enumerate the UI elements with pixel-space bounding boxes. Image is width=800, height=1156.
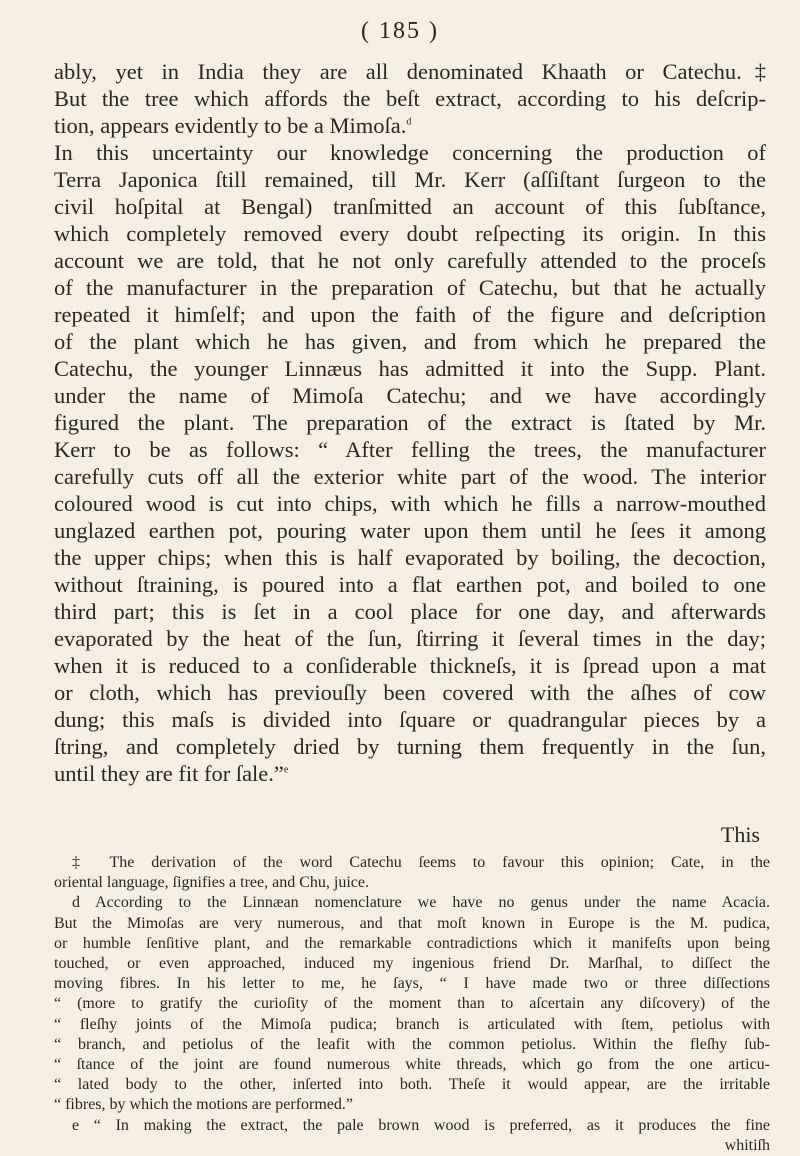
footnote-line: moving fibres. In his letter to me, he ſays, “ I have made two or three diſſections	[54, 975, 770, 993]
text-line	[54, 193, 766, 220]
footnote-ref-d: d	[406, 116, 412, 128]
line-text: coloured wood is cut into chips, with which he fills a narrow-mouthed	[54, 491, 766, 516]
line-text: tion, appears evidently to be a Mimoſa.	[54, 113, 407, 138]
line-text: But the tree which affords the beſt extract, according to his deſcrip-	[54, 86, 766, 111]
line-text: Catechu, the younger Linnæus has admitted it into the Supp. Plant.	[54, 356, 766, 381]
footnote-line: whitiſh	[724, 1136, 770, 1154]
line-text: Terra Japonica ſtill remained, till Mr. Kerr (aſſiſtant ſurgeon to the	[54, 167, 766, 192]
text-line	[54, 544, 766, 571]
text-line	[54, 760, 766, 787]
text-line	[54, 58, 766, 85]
line-text: ably, yet in India they are all denominated Khaath or Catechu.‡	[54, 59, 766, 84]
line-text: until they are fit for ſale.”	[54, 761, 284, 786]
line-text: Kerr to be as follows: “ After felling the trees, the manufacturer	[54, 437, 766, 462]
footnotes	[54, 853, 770, 1156]
line-text: when it is reduced to a conſiderable thickneſs, it is ſpread upon a mat	[54, 653, 766, 678]
footnote-line: touched, or even approached, induced my ingenious friend Dr. Marſhal, to diſſect the	[54, 955, 770, 973]
line-text: ſtring, and completely dried by turning them frequently in the ſun,	[54, 734, 766, 759]
text-line	[54, 517, 766, 544]
text-line	[54, 220, 766, 247]
footnote-line: d According to the Linnæan nomenclature we have no genus under the name Acacia.	[72, 894, 770, 912]
main-text	[54, 58, 766, 787]
footnote-line: oriental language, ſignifies a tree, and Chu, juice.	[54, 874, 369, 892]
text-line	[54, 463, 766, 490]
line-text: under the name of Mimoſa Catechu; and we have accordingly	[54, 383, 766, 408]
line-text: repeated it himſelf; and upon the faith of the figure and deſcription	[54, 302, 766, 327]
text-line	[54, 139, 766, 166]
footnote-line: “ lated body to the other, inſerted into both. Theſe it would appear, are the irritable	[54, 1076, 770, 1094]
text-line	[54, 301, 766, 328]
line-text: evaporated by the heat of the ſun, ſtirring it ſeveral times in the day;	[54, 626, 766, 651]
text-line	[54, 571, 766, 598]
text-line	[54, 328, 766, 355]
text-line	[54, 625, 766, 652]
line-text: of the plant which he has given, and from which he prepared the	[54, 329, 766, 354]
line-text: the upper chips; when this is half evaporated by boiling, the decoction,	[54, 545, 766, 570]
line-text: In this uncertainty our knowledge concerning the production of	[54, 140, 766, 165]
text-line	[54, 436, 766, 463]
text-line	[54, 355, 766, 382]
line-text: account we are told, that he not only carefully attended to the proceſs	[54, 248, 766, 273]
text-line	[54, 382, 766, 409]
page-number: ( 185 )	[361, 18, 439, 44]
footnote-line: “ ſtance of the joint are found numerous white threads, which go from the one articu-	[54, 1056, 770, 1074]
footnote-line: But the Mimoſas are very numerous, and that moſt known in Europe is the M. pudica,	[54, 914, 770, 932]
catchword: This	[720, 822, 760, 847]
line-text: which completely removed every doubt reſpecting its origin. In this	[54, 221, 766, 246]
text-line	[54, 112, 766, 139]
line-text: unglazed earthen pot, pouring water upon them until he ſees it among	[54, 518, 766, 543]
text-line	[54, 247, 766, 274]
text-line	[54, 85, 766, 112]
text-line	[54, 598, 766, 625]
text-line	[54, 166, 766, 193]
line-text: of the manufacturer in the preparation of Catechu, but that he actually	[54, 275, 766, 300]
footnote-line: e “ In making the extract, the pale brown wood is preferred, as it produces the fine	[72, 1116, 770, 1134]
line-text: figured the plant. The preparation of the extract is ſtated by Mr.	[54, 410, 766, 435]
text-line	[54, 490, 766, 517]
line-text: without ſtraining, is poured into a flat earthen pot, and boiled to one	[54, 572, 766, 597]
text-line	[54, 274, 766, 301]
text-line	[54, 706, 766, 733]
text-line	[54, 679, 766, 706]
line-text: dung; this maſs is divided into ſquare or quadrangular pieces by a	[54, 707, 766, 732]
footnote-line: “ fibres, by which the motions are performed.”	[54, 1096, 354, 1114]
line-text: civil hoſpital at Bengal) tranſmitted an account of this ſubſtance,	[54, 194, 766, 219]
footnote-line: “ fleſhy joints of the Mimoſa pudica; branch is articulated with ſtem, petiolus with	[54, 1015, 770, 1033]
text-line	[54, 409, 766, 436]
footnote-line: or humble ſenſitive plant, and the remarkable contradictions which it manifeſts upon being	[54, 934, 770, 952]
line-text: or cloth, which has previouſly been covered with the aſhes of cow	[54, 680, 766, 705]
footnote-ref-e: e	[283, 764, 289, 776]
footnote-line: ‡ The derivation of the word Catechu ſeems to favour this opinion; Cate, in the	[72, 854, 770, 871]
text-line	[54, 652, 766, 679]
line-text: third part; this is ſet in a cool place for one day, and afterwards	[54, 599, 766, 624]
text-line	[54, 733, 766, 760]
footnote-line: “ branch, and petiolus of the leafit with the common petiolus. Within the fleſhy ſub-	[54, 1035, 770, 1053]
footnote-line: “ (more to gratify the curioſity of the moment than to aſcertain any diſcovery) of the	[54, 995, 770, 1013]
line-text: carefully cuts off all the exterior white part of the wood. The interior	[54, 464, 766, 489]
